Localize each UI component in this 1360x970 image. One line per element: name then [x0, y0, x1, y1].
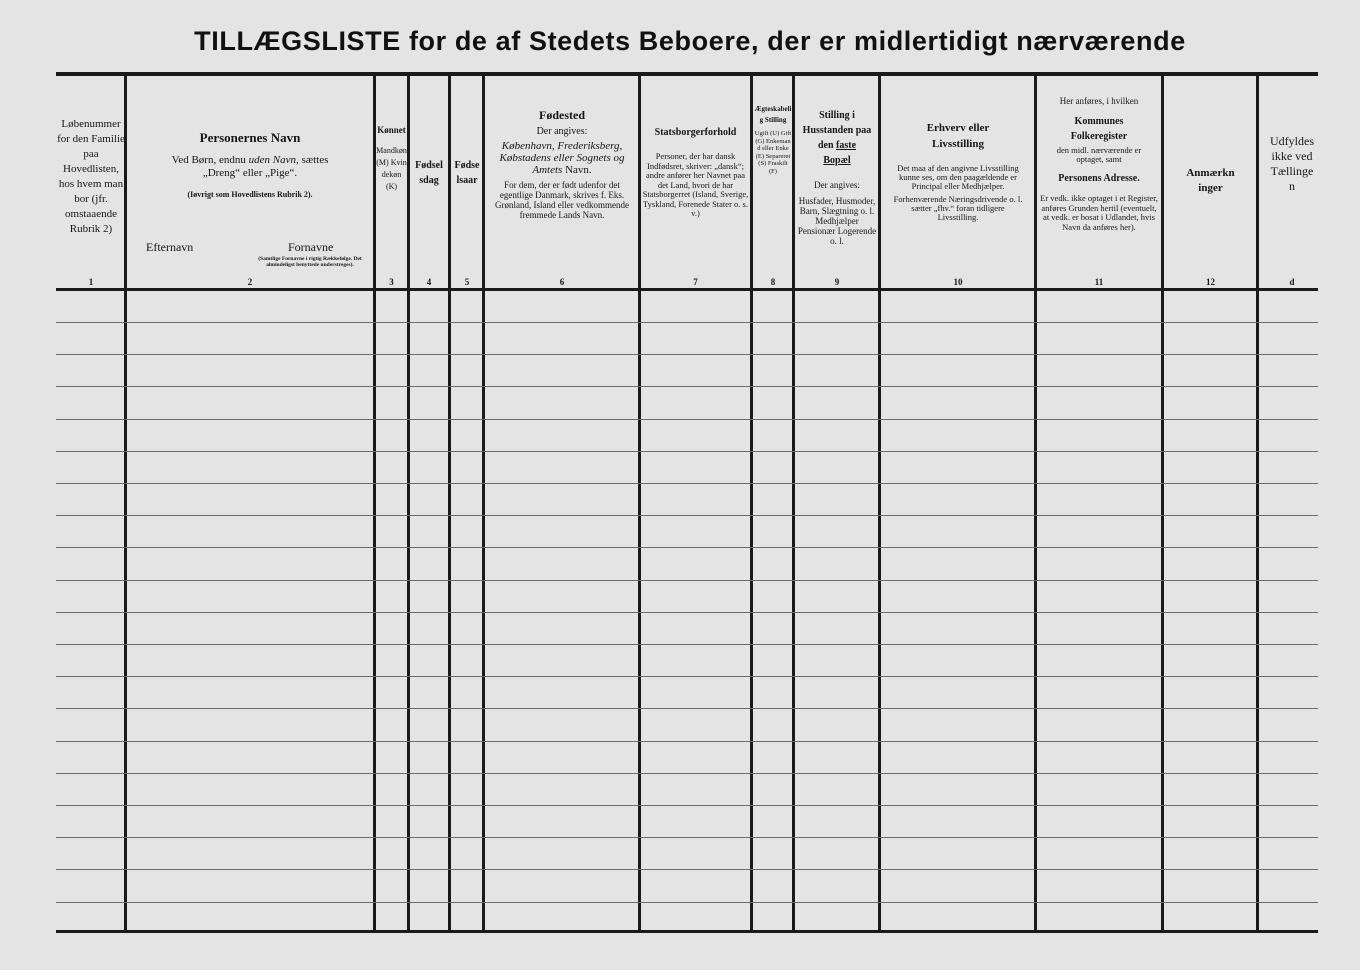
- column-divider: [1161, 76, 1164, 931]
- entry-row-line: [56, 837, 1318, 838]
- column-2-line1-end: sættes: [301, 154, 329, 166]
- column-6-italic-block: København, Frederiksberg, Købstadens eller: [499, 140, 623, 164]
- column-3-heading: Kønnet: [377, 125, 406, 135]
- column-divider: [482, 76, 485, 931]
- column-9-heading2: den: [817, 140, 834, 151]
- column-3-header: [376, 80, 407, 280]
- column-11-header: [1038, 80, 1160, 280]
- column-11-body: Er vedk. ikke optaget i et Register, anføres Grunden hertil (eventuelt, at vedk. er bosat i Udlandet, hvis Navn da anføres her).: [1040, 193, 1158, 232]
- column-divider: [448, 76, 451, 931]
- column-4-header: [411, 80, 447, 280]
- column-5-header: [452, 80, 482, 280]
- column-6-number: 6: [559, 277, 565, 287]
- column-7-number: 7: [693, 277, 698, 287]
- column-6-sub: Der angives:: [536, 126, 588, 137]
- column-11-heading2: Personens Adresse.: [1058, 173, 1140, 184]
- entry-row-line: [56, 902, 1318, 903]
- entry-row-line: [56, 515, 1318, 516]
- column-8-number: 8: [770, 277, 776, 287]
- column-8-header: [754, 80, 792, 280]
- column-2-header: [128, 80, 372, 280]
- column-d-number: d: [1289, 277, 1295, 287]
- surname-label: Efternavn: [146, 240, 194, 254]
- column-divider: [792, 76, 795, 931]
- column-divider: [1256, 76, 1259, 931]
- column-9-body: Husfader, Husmoder, Barn, Slægtning o. l. Medhjælper Pensionær Logerende o. l.: [797, 196, 877, 246]
- column-11-heading1: Kommunes Folkeregister: [1070, 116, 1128, 142]
- entry-row-line: [56, 322, 1318, 323]
- column-10-header: [882, 80, 1034, 280]
- header-bottom-rule: [56, 288, 1318, 291]
- column-3-number: 3: [389, 277, 394, 287]
- column-9-number: 9: [834, 277, 840, 287]
- column-5-heading: Fødselsaar: [454, 160, 480, 186]
- column-9-heading3: faste: [836, 140, 857, 151]
- column-2-heading: Personernes Navn: [199, 130, 301, 145]
- column-11-mid: den midl. nærværende er optaget, samt: [1056, 145, 1142, 164]
- column-8-body: Ugift (U) Gift (G) Enkemand eller Enke (E) Separeret (S) Fraskilt (F): [754, 130, 792, 175]
- column-6-italic-tail: Sognets og Amtets: [532, 152, 625, 176]
- column-1-number: 1: [88, 277, 94, 287]
- column-11-top: Her anføres, i hvilken: [1059, 96, 1139, 106]
- column-10-heading: Erhverv eller Livsstilling: [926, 122, 990, 150]
- column-2-line1: Ved Børn, endnu: [171, 154, 246, 166]
- column-2-line1-italic: uden Navn,: [248, 154, 299, 166]
- entry-row-line: [56, 676, 1318, 677]
- column-7-header: [642, 80, 749, 280]
- bottom-rule: [56, 930, 1318, 933]
- column-5-number: 5: [464, 277, 470, 287]
- form-title: TILLÆGSLISTE for de af Stedets Beboere, der er midlertidigt nærværende: [194, 26, 1186, 56]
- top-rule: [56, 72, 1318, 76]
- column-divider: [638, 76, 641, 931]
- entry-row-line: [56, 708, 1318, 709]
- column-d-text: Udfyldes ikke ved Tællingen: [1270, 134, 1314, 193]
- column-6-header: [487, 80, 637, 280]
- column-4-number: 4: [426, 277, 432, 287]
- column-1-header: [56, 117, 126, 317]
- entry-row-line: [56, 451, 1318, 452]
- column-4-heading: Fødselsdag: [415, 160, 443, 186]
- entry-row-line: [56, 644, 1318, 645]
- column-10-number: 10: [953, 277, 963, 287]
- column-2-instruction: [128, 154, 372, 180]
- entry-row-line: [56, 741, 1318, 742]
- column-9-heading: [796, 108, 878, 168]
- column-1-text: Løbenummer for den Familie paa Hovedlisten, hos hvem man bor (jfr. omstaaende Rubrik 2): [57, 118, 125, 235]
- entry-row-line: [56, 580, 1318, 581]
- entry-row-line: [56, 354, 1318, 355]
- column-divider: [407, 76, 410, 931]
- column-10-body2: Forhenværende Næringsdrivende o. l. sætter „fhv.“ foran tidligere Livsstilling.: [893, 194, 1023, 222]
- column-d-header: [1260, 80, 1324, 280]
- entry-row-line: [56, 805, 1318, 806]
- column-10-body1: Det maa af den angivne Livsstilling kunne ses, om den paagældende er Principal eller Medhjælper.: [897, 163, 1019, 191]
- column-2-line2: „Dreng“ eller „Pige“.: [202, 167, 298, 179]
- entry-row-line: [56, 869, 1318, 870]
- column-divider: [750, 76, 753, 931]
- entry-row-line: [56, 419, 1318, 420]
- column-6-heading: Fødested: [539, 108, 585, 122]
- first-names-note: (Samtlige Fornavne i rigtig Rækkefølge. Det almindeligst benyttede understreges).: [258, 256, 362, 268]
- column-2-note: (Iøvrigt som Hovedlistens Rubrik 2).: [187, 190, 313, 199]
- column-7-heading: Statsborgerforhold: [654, 127, 737, 138]
- column-9-header: [796, 80, 878, 280]
- column-12-number: 12: [1206, 277, 1215, 287]
- column-7-body: Personer, der har dansk Indfødsret, skriver: „dansk“; andre anfører her Navnet paa det Land, hvori de har Statsborgerret (Island, Sverige, Tyskland, Forenede Stater o. s. v.): [642, 151, 749, 218]
- entry-row-line: [56, 612, 1318, 613]
- column-8-heading: Ægteskabelig Stilling: [754, 105, 792, 124]
- column-6-small: For dem, der er født udenfor det egentlige Danmark, skrives f. Eks. Grønland, Island eller vedkommende fremmede Lands Navn.: [495, 180, 629, 220]
- column-6-tail: Navn.: [565, 164, 592, 176]
- column-6-places: [487, 140, 637, 176]
- first-names-label: Fornavne: [288, 240, 334, 254]
- entry-row-line: [56, 386, 1318, 387]
- column-12-heading: Anmærkninger: [1186, 167, 1235, 194]
- column-divider: [1034, 76, 1037, 931]
- entry-row-line: [56, 547, 1318, 548]
- column-9-heading1: Stilling i Husstanden paa: [802, 110, 872, 136]
- column-2-number: 2: [247, 277, 253, 287]
- entry-row-line: [56, 483, 1318, 484]
- column-11-number: 11: [1094, 277, 1104, 287]
- column-9-sub: Der angives:: [814, 180, 860, 190]
- column-9-heading4: Bopæl: [823, 155, 851, 166]
- entry-row-line: [56, 773, 1318, 774]
- column-divider: [878, 76, 881, 931]
- column-3-body: Mandkøn (M) Kvindekøn (K): [376, 146, 407, 191]
- column-12-header: [1165, 80, 1256, 280]
